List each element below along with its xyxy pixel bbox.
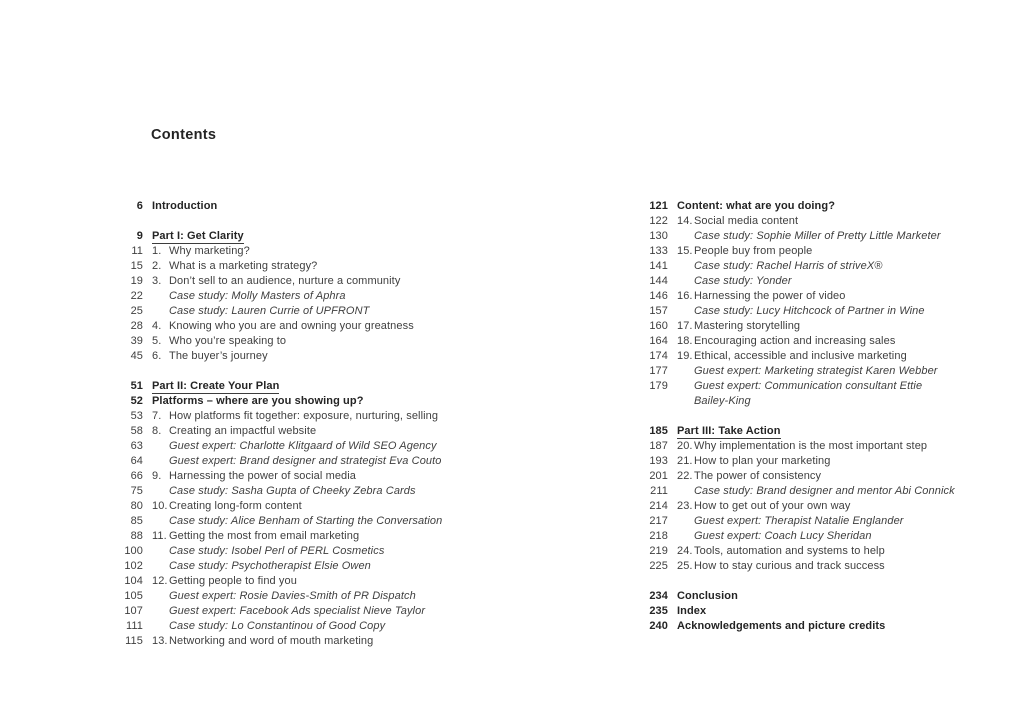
toc-row (638, 214, 1010, 229)
page-number: 53 (130, 410, 143, 422)
toc-entry (668, 484, 955, 499)
entry-text: Guest expert: Facebook Ads specialist Nieve Taylor (169, 605, 426, 617)
entry-text: Part III: Take Action (677, 425, 781, 437)
toc-entry (143, 274, 400, 289)
page-number: 22 (130, 290, 143, 302)
entry-text: Guest expert: Charlotte Klitgaard of Wild SEO Agency (169, 440, 437, 452)
toc-entry (668, 469, 821, 484)
toc-entry (143, 589, 416, 604)
entry-text: Don’t sell to an audience, nurture a community (169, 275, 401, 287)
entry-text: Tools, automation and systems to help (694, 545, 885, 557)
page-number: 115 (125, 635, 143, 647)
entry-text: The buyer’s journey (169, 350, 268, 362)
page-number: 58 (130, 425, 143, 437)
entry-text: People buy from people (694, 245, 813, 257)
page-number: 174 (649, 350, 668, 362)
toc-row (113, 499, 563, 514)
page-number: 235 (649, 605, 668, 617)
entry-text: Social media content (694, 215, 799, 227)
entry-text: Case study: Alice Benham of Starting the Conversation (169, 515, 443, 527)
page-number: 201 (649, 470, 668, 482)
toc-row (113, 199, 563, 214)
chapter-number: 9. (152, 470, 162, 482)
entry-text: How to plan your marketing (694, 455, 831, 467)
toc-row (113, 409, 563, 424)
entry-text: Case study: Psychotherapist Elsie Owen (169, 560, 371, 572)
toc-row (638, 454, 1010, 469)
page-number: 111 (125, 620, 143, 632)
toc-row (113, 229, 563, 244)
entry-text: Guest expert: Rosie Davies-Smith of PR Dispatch (169, 590, 416, 602)
toc-entry (668, 274, 792, 289)
chapter-number: 25. (677, 560, 693, 572)
chapter-number: 10. (152, 500, 168, 512)
entry-text: How to get out of your own way (694, 500, 851, 512)
chapter-number: 15. (677, 245, 693, 257)
chapter-number: 18. (677, 335, 693, 347)
toc-row (638, 244, 1010, 259)
toc-row (113, 514, 563, 529)
toc-row (113, 589, 563, 604)
page-number: 217 (649, 515, 668, 527)
entry-text: Bailey-King (694, 395, 751, 407)
toc-row (638, 394, 1010, 409)
toc-spacer (113, 364, 563, 379)
chapter-number: 11. (152, 530, 167, 542)
toc-entry (668, 604, 706, 619)
entry-text: Case study: Yonder (694, 275, 792, 287)
toc-row (638, 259, 1010, 274)
chapter-number: 1. (152, 245, 162, 257)
page-number: 9 (136, 230, 143, 242)
toc-row (113, 604, 563, 619)
toc-entry (143, 289, 346, 304)
entry-text: Mastering storytelling (694, 320, 801, 332)
toc-row (638, 604, 1010, 619)
page-number: 80 (130, 500, 143, 512)
toc-entry (143, 259, 317, 274)
toc-entry (668, 529, 872, 544)
toc-entry (668, 304, 925, 319)
toc-column-left (113, 199, 563, 649)
page-number: 144 (649, 275, 668, 287)
toc-entry (668, 454, 831, 469)
entry-text: Getting the most from email marketing (169, 530, 360, 542)
toc-spacer (638, 409, 1010, 424)
toc-row (638, 364, 1010, 379)
toc-row (113, 379, 563, 394)
toc-entry (143, 394, 364, 409)
page-number: 75 (130, 485, 143, 497)
chapter-number: 5. (152, 335, 162, 347)
page-number: 51 (130, 380, 143, 392)
page-number: 160 (649, 320, 668, 332)
chapter-number: 16. (677, 290, 693, 302)
entry-text: Ethical, accessible and inclusive marketing (694, 350, 907, 362)
chapter-number: 14. (677, 215, 693, 227)
toc-row (638, 589, 1010, 604)
page-number: 100 (124, 545, 143, 557)
chapter-number: 3. (152, 275, 162, 287)
chapter-number: 21. (677, 455, 693, 467)
page-number: 177 (649, 365, 668, 377)
toc-column-right (638, 199, 1010, 634)
page-number: 141 (649, 260, 668, 272)
toc-row (113, 244, 563, 259)
toc-entry (668, 244, 812, 259)
toc-row (113, 319, 563, 334)
toc-row (113, 634, 563, 649)
toc-row (638, 484, 1010, 499)
toc-entry (668, 229, 941, 244)
page-number: 122 (649, 215, 668, 227)
toc-row (638, 619, 1010, 634)
toc-entry (668, 424, 781, 439)
toc-entry (143, 574, 297, 589)
page-number: 52 (130, 395, 143, 407)
toc-entry (668, 289, 846, 304)
entry-text: Guest expert: Brand designer and strategist Eva Couto (169, 455, 442, 467)
entry-text: Case study: Brand designer and mentor Abi Connick (694, 485, 955, 497)
entry-text: Part I: Get Clarity (152, 230, 244, 242)
entry-text: Case study: Sophie Miller of Pretty Little Marketer (694, 230, 941, 242)
toc-row (638, 304, 1010, 319)
entry-text: Conclusion (677, 590, 738, 602)
page-number: 130 (649, 230, 668, 242)
page-number: 6 (136, 200, 143, 212)
toc-entry (143, 424, 316, 439)
toc-entry (143, 559, 371, 574)
toc-row (113, 394, 563, 409)
page-number: 11 (131, 245, 143, 257)
chapter-number: 4. (152, 320, 162, 332)
page-number: 225 (649, 560, 668, 572)
toc-row (638, 199, 1010, 214)
page-number: 133 (649, 245, 668, 257)
page-number: 146 (649, 290, 668, 302)
toc-spacer (638, 574, 1010, 589)
toc-row (638, 559, 1010, 574)
toc-row (113, 334, 563, 349)
toc-row (638, 529, 1010, 544)
toc-row (113, 274, 563, 289)
toc-row (638, 469, 1010, 484)
page-number: 64 (130, 455, 143, 467)
toc-row (638, 334, 1010, 349)
toc-row (638, 439, 1010, 454)
toc-row (113, 544, 563, 559)
entry-text: Case study: Molly Masters of Aphra (169, 290, 346, 302)
chapter-number: 24. (677, 545, 693, 557)
toc-row (113, 289, 563, 304)
chapter-number: 19. (677, 350, 693, 362)
toc-row (113, 619, 563, 634)
entry-text: Case study: Isobel Perl of PERL Cosmetics (169, 545, 385, 557)
toc-row (113, 259, 563, 274)
toc-entry (143, 514, 442, 529)
entry-text: How to stay curious and track success (694, 560, 885, 572)
toc-row (638, 229, 1010, 244)
entry-text: Guest expert: Communication consultant Ettie (694, 380, 923, 392)
toc-entry (143, 229, 244, 244)
toc-row (113, 574, 563, 589)
page-number: 193 (649, 455, 668, 467)
entry-text: Why implementation is the most important step (694, 440, 928, 452)
entry-text: Content: what are you doing? (677, 200, 836, 212)
chapter-number: 23. (677, 500, 693, 512)
page-number: 211 (650, 485, 668, 497)
toc-row (638, 544, 1010, 559)
toc-row (638, 349, 1010, 364)
toc-row (113, 439, 563, 454)
page-number: 85 (130, 515, 143, 527)
page-number: 39 (130, 335, 143, 347)
toc-entry (143, 499, 302, 514)
entry-text: Encouraging action and increasing sales (694, 335, 896, 347)
toc-row (113, 484, 563, 499)
page-number: 164 (649, 335, 668, 347)
entry-text: Case study: Sasha Gupta of Cheeky Zebra Cards (169, 485, 416, 497)
entry-text: Why marketing? (169, 245, 250, 257)
toc-row (638, 379, 1010, 394)
chapter-number: 22. (677, 470, 693, 482)
entry-text: Introduction (152, 200, 218, 212)
page-number: 102 (124, 560, 143, 572)
page-number: 104 (124, 575, 143, 587)
toc-entry (668, 559, 885, 574)
chapter-number: 6. (152, 350, 162, 362)
page-number: 66 (130, 470, 143, 482)
page-number: 28 (130, 320, 143, 332)
entry-text: The power of consistency (694, 470, 822, 482)
toc-entry (668, 364, 938, 379)
toc-entry (143, 334, 286, 349)
toc-entry (143, 634, 373, 649)
toc-entry (143, 454, 442, 469)
entry-text: Part II: Create Your Plan (152, 380, 280, 392)
toc-row (113, 469, 563, 484)
entry-text: Guest expert: Coach Lucy Sheridan (694, 530, 872, 542)
toc-entry (143, 544, 384, 559)
page-number: 15 (130, 260, 143, 272)
page-number: 240 (649, 620, 668, 632)
chapter-number: 12. (152, 575, 168, 587)
toc-row (638, 499, 1010, 514)
toc-row (113, 559, 563, 574)
page-number: 25 (130, 305, 143, 317)
toc-entry (668, 514, 904, 529)
entry-text: How platforms fit together: exposure, nurturing, selling (169, 410, 439, 422)
toc-row (638, 319, 1010, 334)
toc-row (638, 289, 1010, 304)
toc-entry (143, 379, 279, 394)
entry-text: Acknowledgements and picture credits (677, 620, 886, 632)
entry-text: Getting people to find you (169, 575, 297, 587)
toc-entry (668, 544, 885, 559)
toc-row (638, 424, 1010, 439)
page-number: 63 (130, 440, 143, 452)
entry-text: What is a marketing strategy? (169, 260, 318, 272)
toc-spacer (113, 214, 563, 229)
entry-text: Case study: Rachel Harris of striveX® (694, 260, 883, 272)
toc-row (638, 274, 1010, 289)
toc-row (113, 349, 563, 364)
entry-text: Who you’re speaking to (169, 335, 287, 347)
entry-text: Knowing who you are and owning your greatness (169, 320, 414, 332)
toc-entry (143, 304, 369, 319)
toc-entry (668, 319, 800, 334)
toc-row (113, 424, 563, 439)
toc-entry (668, 214, 798, 229)
toc-entry (668, 619, 885, 634)
toc-entry (143, 604, 425, 619)
page-number: 218 (649, 530, 668, 542)
toc-entry (668, 334, 895, 349)
toc-row (638, 514, 1010, 529)
entry-text: Guest expert: Marketing strategist Karen Webber (694, 365, 938, 377)
entry-text: Creating long-form content (169, 500, 302, 512)
toc-entry (668, 259, 882, 274)
toc-entry (668, 379, 922, 394)
page-number: 45 (130, 350, 143, 362)
toc-row (113, 304, 563, 319)
page-number: 88 (130, 530, 143, 542)
entry-text: Platforms – where are you showing up? (152, 395, 364, 407)
page-number: 179 (649, 380, 668, 392)
page-title: Contents (151, 127, 217, 143)
toc-entry (143, 319, 414, 334)
page-number: 234 (649, 590, 668, 602)
toc-entry (668, 439, 927, 454)
chapter-number: 17. (677, 320, 693, 332)
toc-entry (668, 394, 751, 409)
chapter-number: 13. (152, 635, 168, 647)
chapter-number: 20. (677, 440, 693, 452)
toc-entry (143, 199, 217, 214)
entry-text: Case study: Lucy Hitchcock of Partner in Wine (694, 305, 925, 317)
entry-text: Harnessing the power of social media (169, 470, 357, 482)
chapter-number: 2. (152, 260, 162, 272)
entry-text: Case study: Lo Constantinou of Good Copy (169, 620, 386, 632)
toc-row (113, 454, 563, 469)
toc-entry (143, 484, 416, 499)
toc-entry (143, 409, 438, 424)
entry-text: Networking and word of mouth marketing (169, 635, 374, 647)
page-number: 187 (649, 440, 668, 452)
entry-text: Harnessing the power of video (694, 290, 846, 302)
page-number: 107 (124, 605, 143, 617)
page-number: 185 (649, 425, 668, 437)
toc-entry (143, 469, 356, 484)
entry-text: Guest expert: Therapist Natalie Englander (694, 515, 904, 527)
toc-entry (668, 499, 850, 514)
toc-entry (143, 619, 385, 634)
chapter-number: 8. (152, 425, 162, 437)
page-number: 121 (649, 200, 668, 212)
toc-entry (668, 589, 738, 604)
toc-entry (143, 439, 437, 454)
toc-entry (668, 349, 907, 364)
entry-text: Creating an impactful website (169, 425, 317, 437)
page-number (638, 394, 668, 409)
toc-entry (668, 199, 835, 214)
page-number: 19 (130, 275, 143, 287)
toc-row (113, 529, 563, 544)
entry-text: Case study: Lauren Currie of UPFRONT (169, 305, 370, 317)
page-number: 105 (124, 590, 143, 602)
entry-text: Index (677, 605, 707, 617)
chapter-number: 7. (152, 410, 162, 422)
page-number: 157 (649, 305, 668, 317)
page-number: 219 (649, 545, 668, 557)
page-number: 214 (649, 500, 668, 512)
toc-entry (143, 349, 268, 364)
toc-entry (143, 529, 359, 544)
toc-entry (143, 244, 250, 259)
